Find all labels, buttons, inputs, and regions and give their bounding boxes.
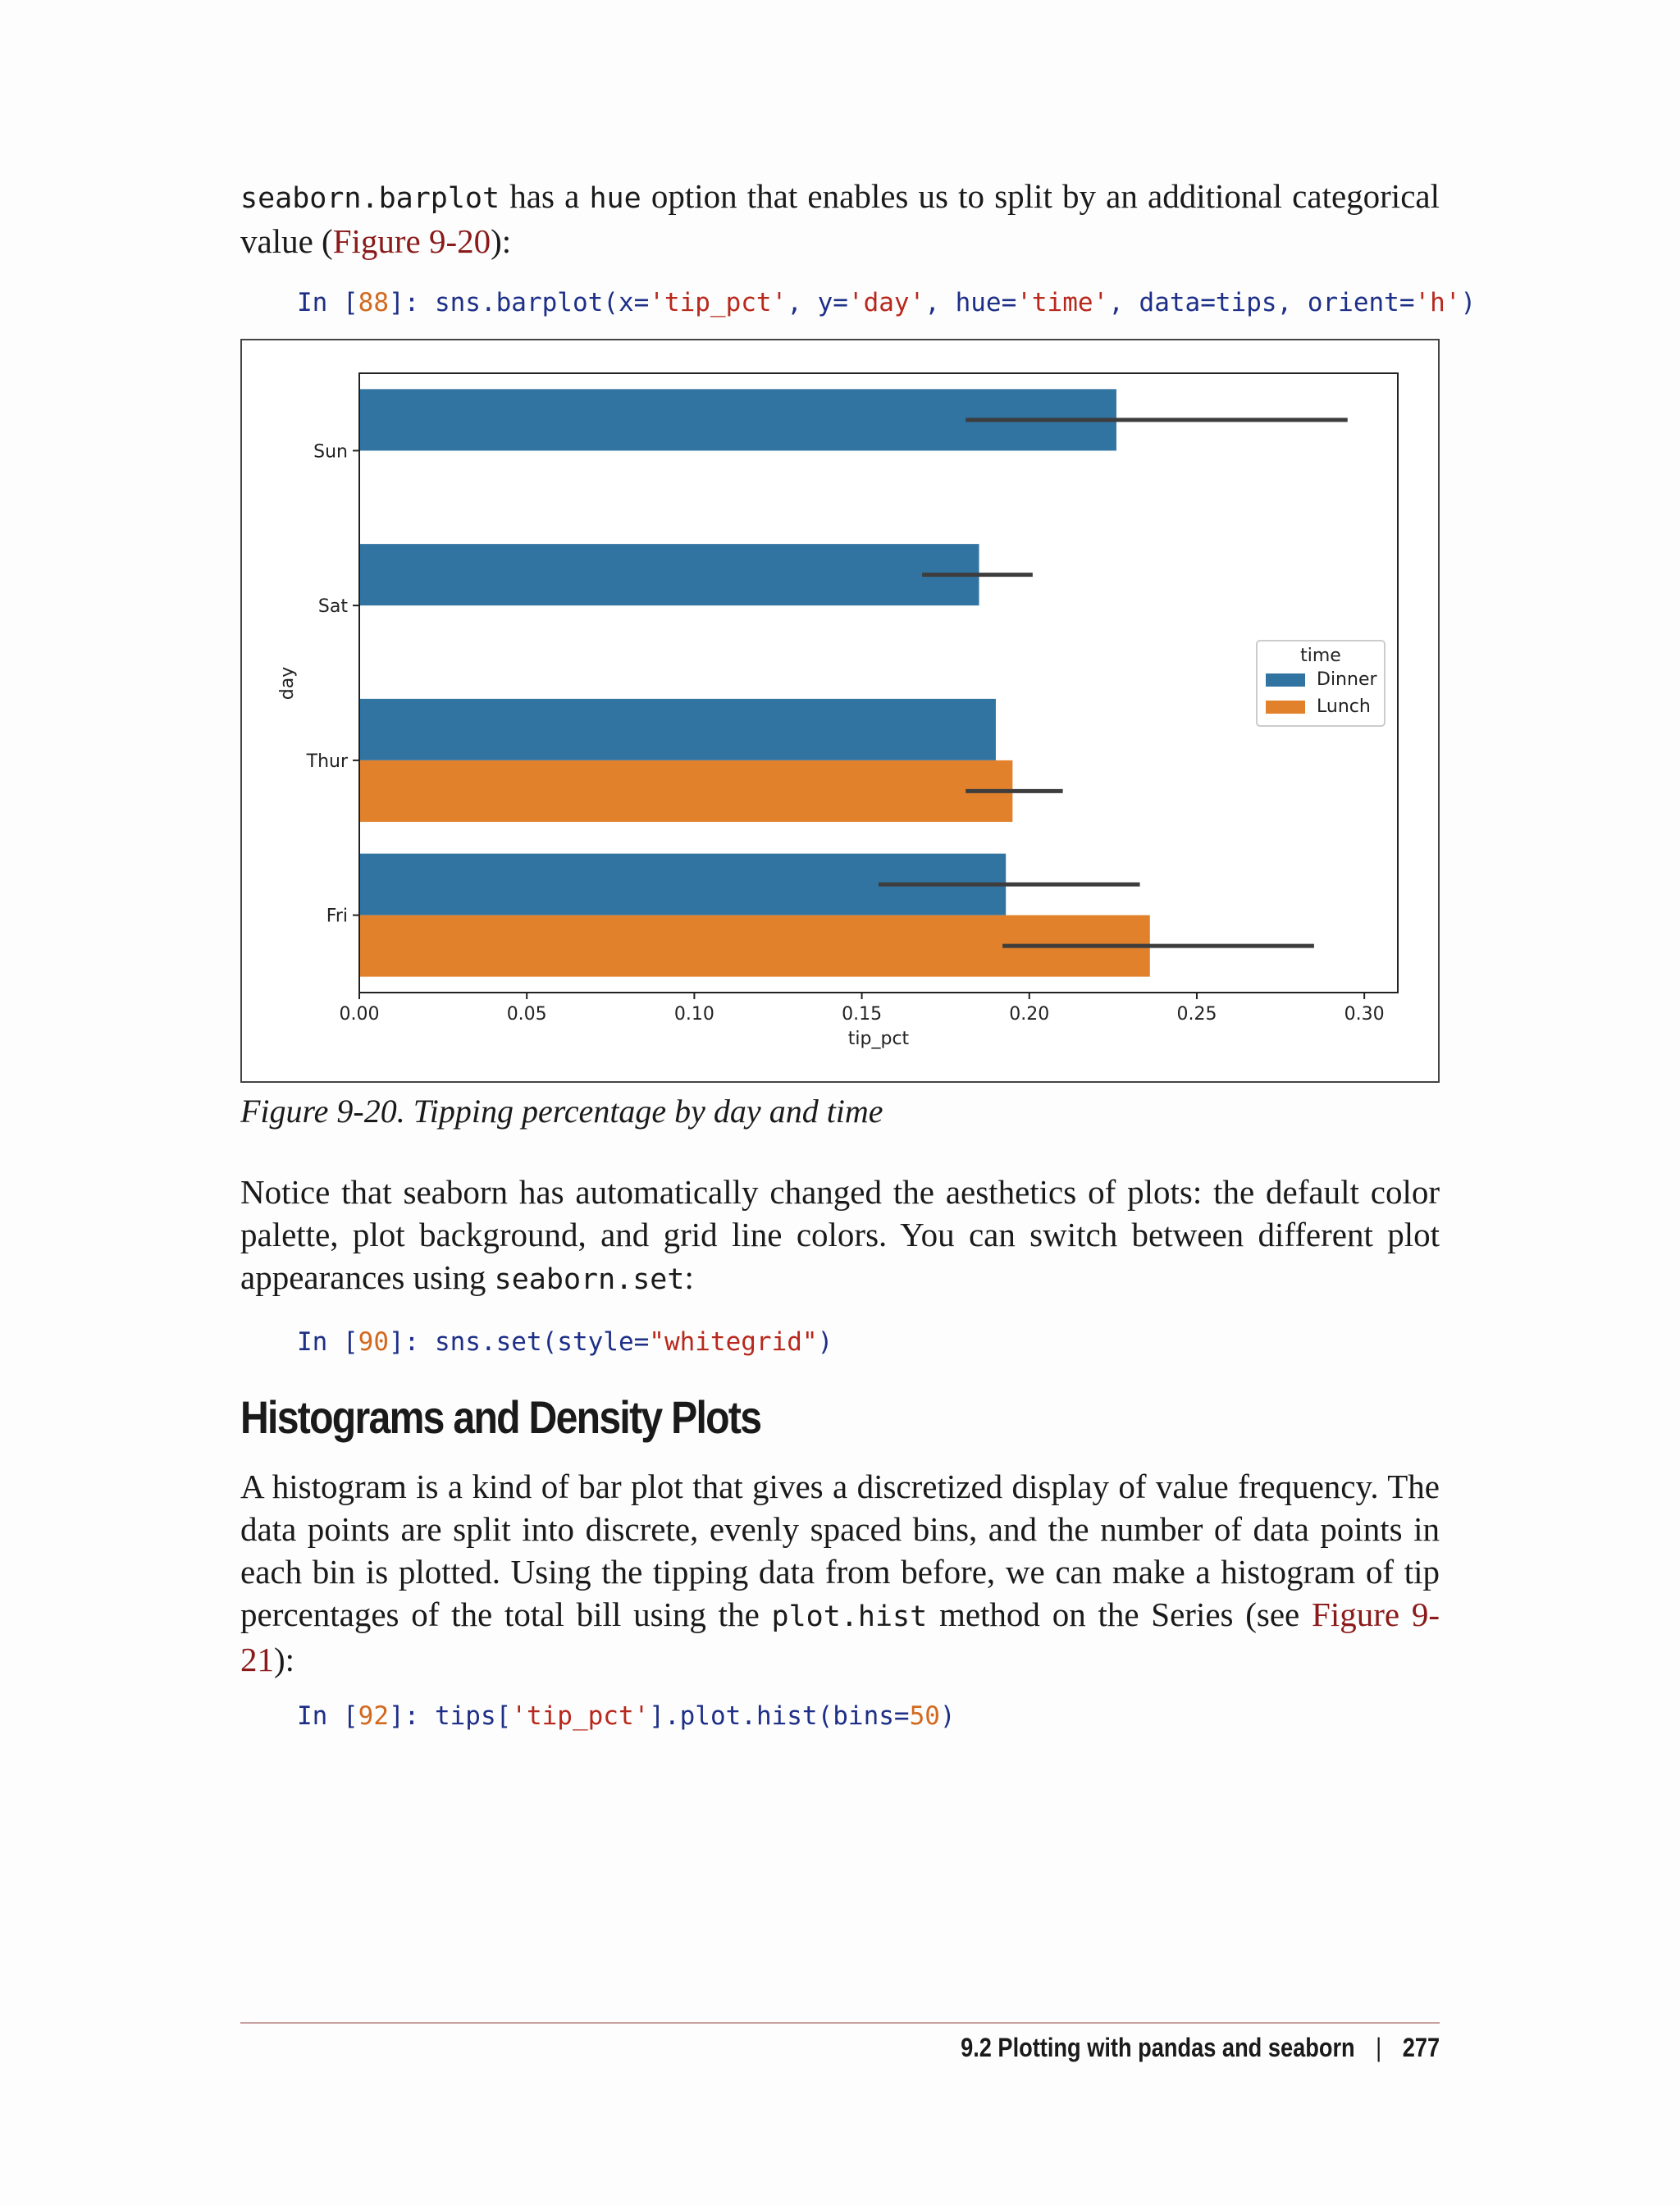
inline-code: hue xyxy=(589,182,641,215)
x-tick-label: 0.30 xyxy=(1344,1004,1385,1025)
inline-code: seaborn.barplot xyxy=(240,182,500,215)
code-line-92: In [92]: tips['tip_pct'].plot.hist(bins=50) xyxy=(297,1701,956,1731)
x-tick-label: 0.00 xyxy=(339,1004,380,1025)
page-number: 277 xyxy=(1402,2033,1440,2062)
bar-thur-dinner xyxy=(359,699,996,760)
barplot-chart xyxy=(242,340,1438,1081)
figure-link[interactable]: Figure 9-21 xyxy=(240,1596,1440,1678)
histogram-paragraph: A histogram is a kind of bar plot that gives a discretized display of value frequency. The data points are split into discrete, evenly spaced bins, and the number of data points in each bin is plotted. Using the tipping data from before, we can make a histogram of tip percentages of the total bill using the plot.hist method on the Series (see Figure 9-21): xyxy=(240,1468,1440,1678)
legend-swatch-lunch xyxy=(1266,701,1305,714)
y-axis-label: day xyxy=(277,666,298,701)
x-tick-label: 0.15 xyxy=(842,1004,883,1025)
inline-code: plot.hist xyxy=(771,1600,928,1633)
x-tick-label: 0.10 xyxy=(673,1004,714,1025)
aesthetics-paragraph: Notice that seaborn has automatically changed the aesthetics of plots: the default color palette, plot background, and grid line colors. You can switch between different plot appearances using seaborn.set: xyxy=(240,1173,1440,1296)
y-tick-label: Sun xyxy=(313,441,348,463)
figure-frame xyxy=(240,339,1440,1083)
legend xyxy=(1257,641,1385,726)
figure-link[interactable]: Figure 9-20 xyxy=(332,222,491,260)
x-tick-label: 0.20 xyxy=(1009,1004,1050,1025)
bar-thur-lunch xyxy=(359,760,1012,822)
x-axis-label: tip_pct xyxy=(847,1029,910,1049)
figure-caption: Figure 9-20. Tipping percentage by day and time xyxy=(240,1093,883,1130)
y-tick-label: Sat xyxy=(317,596,348,618)
page-footer xyxy=(961,2033,1440,2063)
x-tick-label: 0.25 xyxy=(1176,1004,1217,1025)
legend-label-lunch: Lunch xyxy=(1317,696,1371,717)
code-line-88: In [88]: sns.barplot(x='tip_pct', y='day', hue='time', data=tips, orient='h') xyxy=(297,288,1477,317)
legend-swatch-dinner xyxy=(1266,673,1305,687)
intro-paragraph: seaborn.barplot has a hue option that enables us to split by an additional categorical value (Figure 9-20): xyxy=(240,177,1440,260)
bar-sat-dinner xyxy=(359,544,979,605)
footer-section: 9.2 Plotting with pandas and seaborn xyxy=(960,2033,1355,2062)
y-tick-label: Thur xyxy=(306,751,348,772)
footer-separator: | xyxy=(1376,2033,1382,2062)
legend-title: time xyxy=(1300,646,1341,666)
section-heading: Histograms and Density Plots xyxy=(240,1391,761,1443)
footer-rule xyxy=(240,2022,1440,2024)
x-tick-label: 0.05 xyxy=(506,1004,547,1025)
legend-label-dinner: Dinner xyxy=(1317,669,1377,690)
inline-code: seaborn.set xyxy=(494,1263,685,1296)
y-tick-label: Fri xyxy=(326,906,348,927)
code-line-90: In [90]: sns.set(style="whitegrid") xyxy=(297,1327,833,1357)
